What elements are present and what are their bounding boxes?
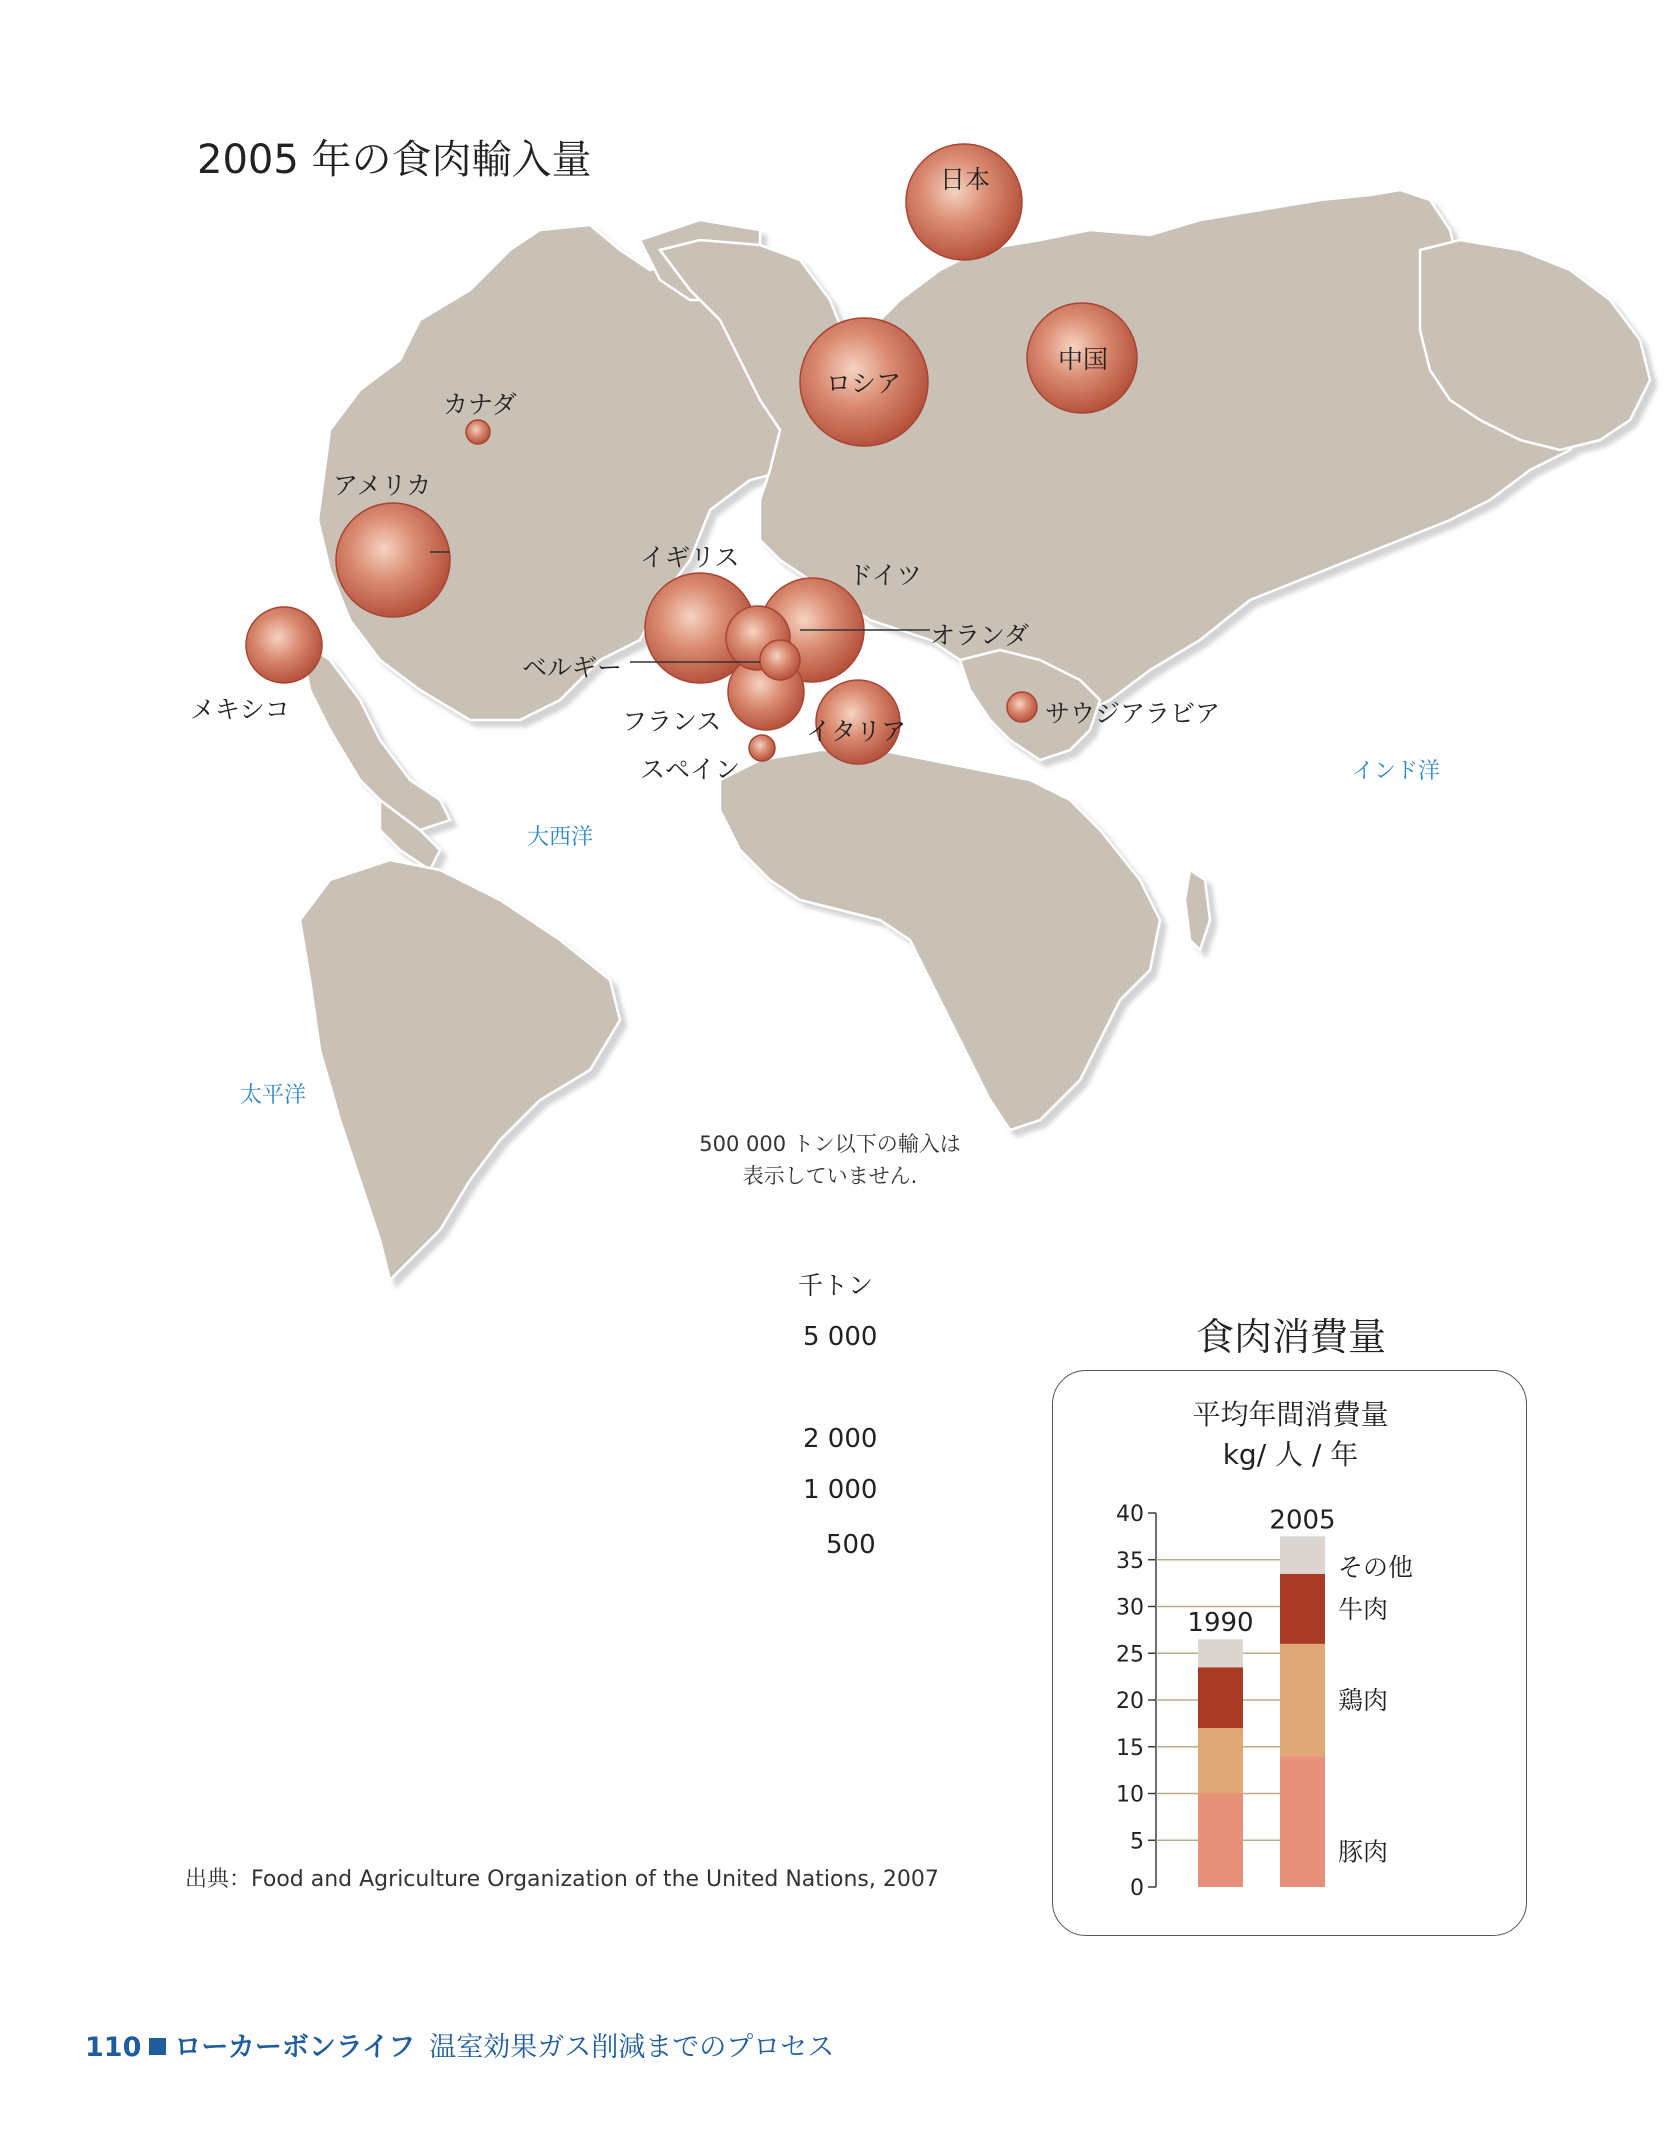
- scale-value-1000: 1 000: [803, 1475, 878, 1505]
- label-canada: カナダ: [443, 390, 517, 419]
- series-label: その他: [1338, 1553, 1414, 1583]
- label-italy: イタリア: [806, 717, 907, 746]
- scale-value-5000: 5 000: [803, 1322, 878, 1352]
- footer-square-icon: [149, 2038, 166, 2055]
- label-indian-ocean: インド洋: [1352, 759, 1441, 784]
- label-germany: ドイツ: [848, 561, 922, 590]
- bar-segment: [1198, 1728, 1243, 1793]
- label-spain: スペイン: [640, 755, 741, 784]
- bar-segment: [1198, 1794, 1243, 1888]
- label-uk: イギリス: [640, 543, 740, 572]
- label-saudi-arabia: サウジアラビア: [1045, 699, 1221, 728]
- label-belgium: ベルギー: [522, 653, 623, 682]
- label-mexico: メキシコ: [190, 695, 290, 724]
- y-tick-label: 30: [1116, 1595, 1144, 1621]
- consumption-subtitle-line2: kg/ 人 / 年: [1222, 1438, 1359, 1471]
- y-tick-label: 5: [1130, 1829, 1144, 1855]
- footer-subtitle: 温室効果ガス削減までのプロセス: [429, 2032, 835, 2063]
- consumption-subtitle-line1: 平均年間消費量: [1192, 1398, 1389, 1431]
- bar-segment: [1280, 1536, 1325, 1573]
- consumption-chart: [1053, 1371, 1528, 1937]
- label-china: 中国: [1058, 345, 1109, 374]
- scale-value-500: 500: [826, 1530, 876, 1560]
- label-russia: ロシア: [826, 369, 902, 398]
- page-footer: [85, 2025, 834, 2064]
- label-france: フランス: [622, 707, 722, 736]
- series-label: 鶏肉: [1338, 1686, 1389, 1715]
- y-tick-label: 35: [1116, 1548, 1144, 1574]
- y-tick-label: 25: [1116, 1642, 1144, 1668]
- bar-year-label: 1990: [1187, 1608, 1254, 1639]
- bubble-canada: [466, 420, 490, 444]
- bubble-spain: [749, 735, 775, 761]
- label-atlantic-ocean: 大西洋: [527, 825, 594, 850]
- south-america-land: [300, 860, 620, 1280]
- scale-unit: 千トン: [798, 1271, 874, 1300]
- series-label: 牛肉: [1338, 1594, 1389, 1624]
- bar-year-label: 2005: [1269, 1505, 1336, 1536]
- source-note: 出典：Food and Agriculture Organization of the United Nations, 2007: [185, 1867, 939, 1892]
- y-tick-label: 40: [1116, 1502, 1144, 1527]
- bubble-belgium: [760, 640, 800, 680]
- bar-segment: [1280, 1574, 1325, 1644]
- footer-brand: ローカーボンライフ: [174, 2032, 416, 2063]
- consumption-title: 食肉消費量: [1196, 1315, 1387, 1359]
- map-note-line1: 500 000 トン以下の輸入は: [699, 1132, 961, 1156]
- y-tick-label: 0: [1130, 1876, 1144, 1901]
- label-pacific-ocean: 太平洋: [240, 1083, 307, 1108]
- bar-segment: [1280, 1756, 1325, 1887]
- page-number: 110: [85, 2032, 142, 2063]
- map-note-line2: 表示していません.: [742, 1164, 918, 1188]
- consumption-panel: [1052, 1370, 1527, 1936]
- bubble-saudi: [1007, 692, 1037, 722]
- africa-land: [720, 750, 1160, 1130]
- map-title: 2005 年の食肉輸入量: [197, 137, 592, 183]
- bar-segment: [1198, 1667, 1243, 1728]
- y-tick-label: 10: [1116, 1782, 1144, 1808]
- y-tick-label: 15: [1116, 1735, 1144, 1761]
- y-tick-label: 20: [1116, 1689, 1144, 1714]
- bubble-mexico: [246, 607, 322, 683]
- landmasses: [300, 190, 1650, 1280]
- label-usa: アメリカ: [333, 471, 432, 500]
- bar-segment: [1198, 1639, 1243, 1667]
- madagascar-land: [1185, 870, 1210, 950]
- label-netherlands: オランダ: [930, 621, 1030, 650]
- series-label: 豚肉: [1338, 1837, 1389, 1867]
- scale-value-2000: 2 000: [803, 1424, 878, 1454]
- bar-segment: [1280, 1644, 1325, 1756]
- bubble-usa: [336, 503, 450, 617]
- map-note: [650, 1128, 1010, 1192]
- label-japan: 日本: [940, 165, 991, 194]
